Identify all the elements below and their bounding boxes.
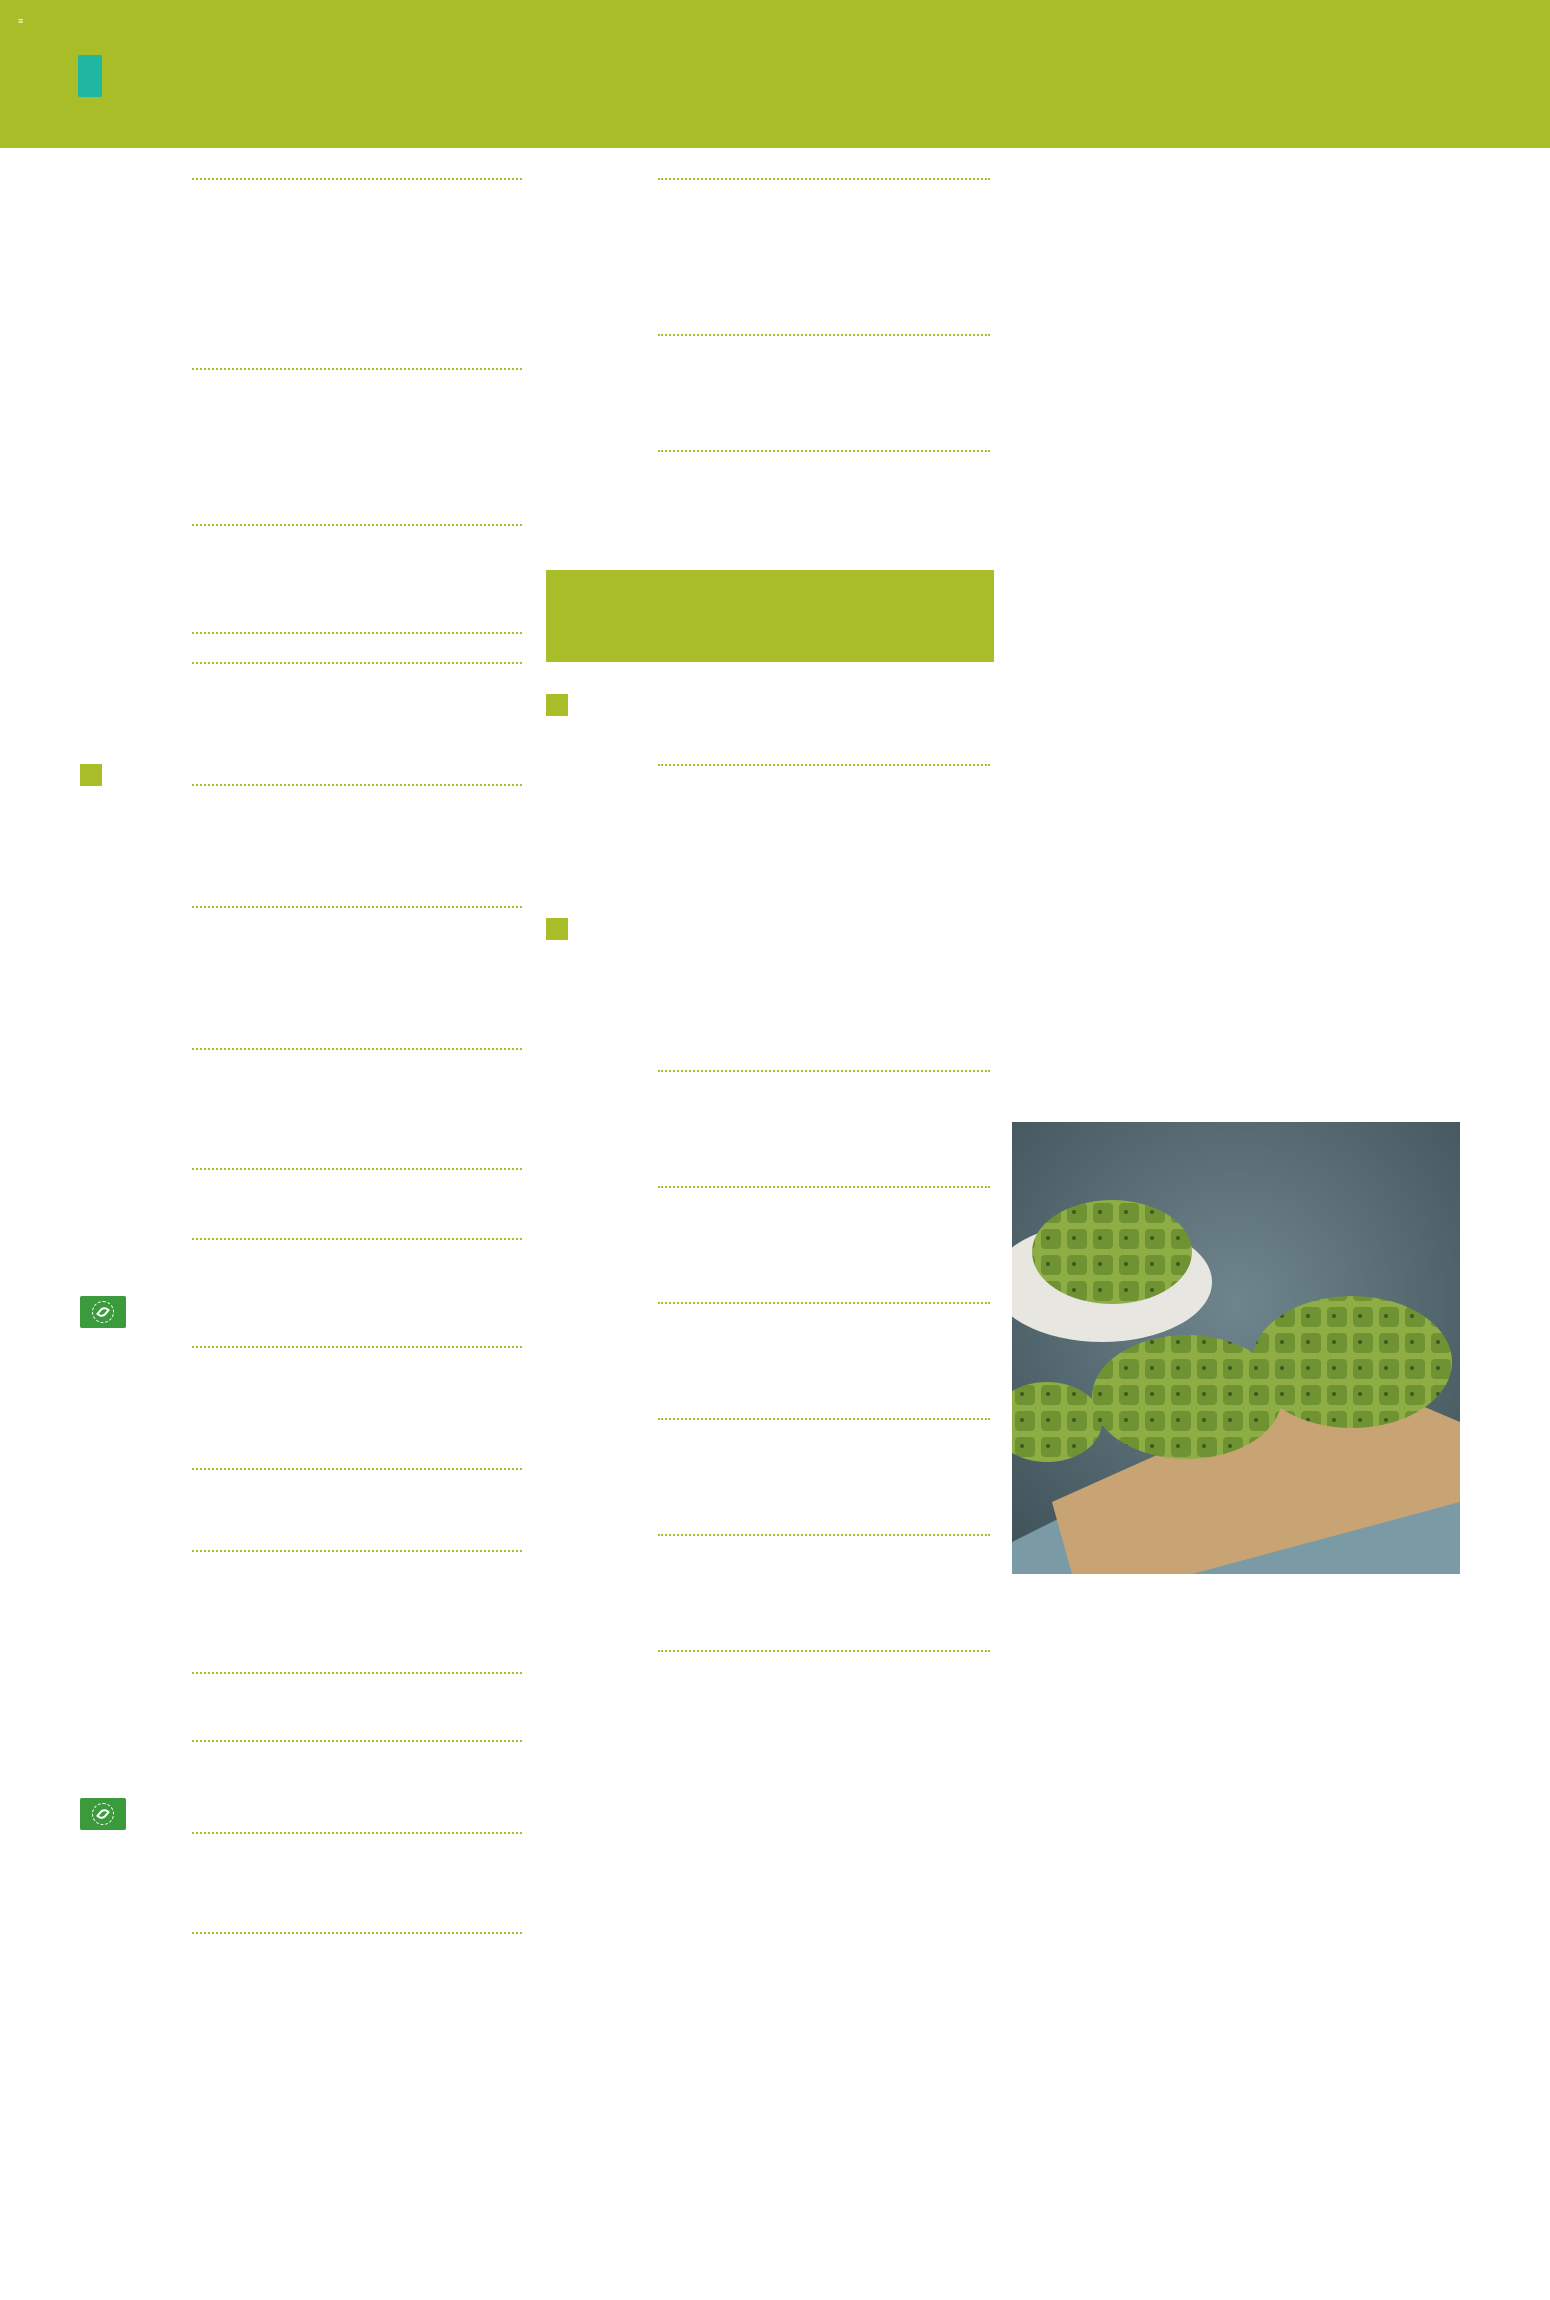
dot-leader	[192, 1832, 522, 1834]
pack-price-line	[656, 450, 994, 457]
pack-price-line	[190, 1550, 526, 1557]
dot-leader	[192, 784, 522, 786]
pack-price-line	[190, 662, 526, 669]
pack-price-line	[656, 1650, 994, 1657]
dot-leader	[658, 334, 990, 336]
dot-leader	[192, 1932, 522, 1934]
pack-price-line	[656, 1186, 994, 1193]
product-details	[190, 1168, 526, 1175]
pack-price-line	[656, 178, 994, 185]
product-details	[190, 1740, 526, 1747]
dot-leader	[658, 1534, 990, 1536]
dot-leader	[658, 178, 990, 180]
product-details	[656, 1302, 994, 1309]
section-marker	[546, 694, 568, 716]
product-details	[190, 1832, 526, 1839]
product-details	[656, 334, 994, 341]
product-details	[190, 178, 526, 185]
dot-leader	[192, 662, 522, 664]
pack-price-line	[190, 1346, 526, 1353]
section-marker	[80, 764, 102, 786]
dot-leader	[192, 1740, 522, 1742]
section-heading-legumes-cuisines-2	[546, 694, 576, 716]
pack-price-line	[656, 1418, 994, 1425]
dot-leader	[192, 524, 522, 526]
header-band	[0, 0, 1550, 148]
product-details	[656, 1534, 994, 1541]
section-heading-legumes-cuisines	[80, 764, 110, 786]
dot-leader	[192, 1550, 522, 1552]
product-photo-waffles	[1012, 1122, 1460, 1574]
dot-leader	[192, 178, 522, 180]
dot-leader	[658, 1302, 990, 1304]
dot-leader	[192, 1168, 522, 1170]
dot-leader	[192, 1468, 522, 1470]
dot-leader	[192, 1346, 522, 1348]
product-details	[656, 1418, 994, 1425]
product-details	[190, 1468, 526, 1475]
product-details	[656, 1070, 994, 1077]
pack-price-line	[190, 1238, 526, 1245]
product-details	[190, 1238, 526, 1245]
pack-price-line	[656, 1070, 994, 1077]
product-details	[190, 1048, 526, 1055]
product-details	[190, 1932, 526, 1939]
dot-leader	[192, 906, 522, 908]
dot-leader	[658, 1650, 990, 1652]
waffles-image	[1012, 1122, 1460, 1574]
product-details	[656, 1186, 994, 1193]
product-details	[656, 450, 994, 457]
pack-price-line	[656, 1534, 994, 1541]
pack-price-line	[190, 1468, 526, 1475]
product-details	[190, 524, 526, 531]
dot-leader	[192, 1048, 522, 1050]
pack-price-line	[190, 1672, 526, 1679]
dot-leader	[192, 632, 522, 634]
menu-icon: ≡	[18, 16, 24, 26]
product-details	[190, 368, 526, 375]
product-details	[190, 1550, 526, 1557]
pack-price-line	[190, 1168, 526, 1175]
product-details	[190, 906, 526, 913]
product-details	[190, 784, 526, 791]
pack-price-line	[190, 1932, 526, 1939]
product-details	[656, 764, 994, 771]
dot-leader	[658, 1070, 990, 1072]
product-details	[190, 1672, 526, 1679]
pack-price-line	[190, 1740, 526, 1747]
organic-label-icon	[80, 1296, 126, 1328]
section-banner	[546, 570, 994, 662]
pack-price-line	[190, 1832, 526, 1839]
pack-price-line	[656, 1302, 994, 1309]
pack-price-line	[656, 334, 994, 341]
dot-leader	[658, 1418, 990, 1420]
section-marker	[546, 918, 568, 940]
pack-price-line	[190, 1048, 526, 1055]
dot-leader	[192, 1672, 522, 1674]
pack-price-line	[190, 632, 526, 639]
product-details	[656, 178, 994, 185]
pack-price-line	[656, 764, 994, 771]
pack-price-line	[190, 178, 526, 185]
pack-price-line	[190, 784, 526, 791]
dot-leader	[192, 368, 522, 370]
dot-leader	[658, 764, 990, 766]
product-details	[190, 1346, 526, 1353]
new-tag-marker	[78, 55, 102, 97]
dot-leader	[658, 450, 990, 452]
organic-label-icon	[80, 1798, 126, 1830]
pack-price-line	[190, 906, 526, 913]
product-details	[190, 662, 526, 669]
pack-price-line	[190, 524, 526, 531]
pack-price-line	[190, 368, 526, 375]
product-details	[656, 1650, 994, 1657]
dot-leader	[658, 1186, 990, 1188]
dot-leader	[192, 1238, 522, 1240]
section-heading-gratins	[546, 918, 576, 940]
product-details	[190, 632, 526, 639]
